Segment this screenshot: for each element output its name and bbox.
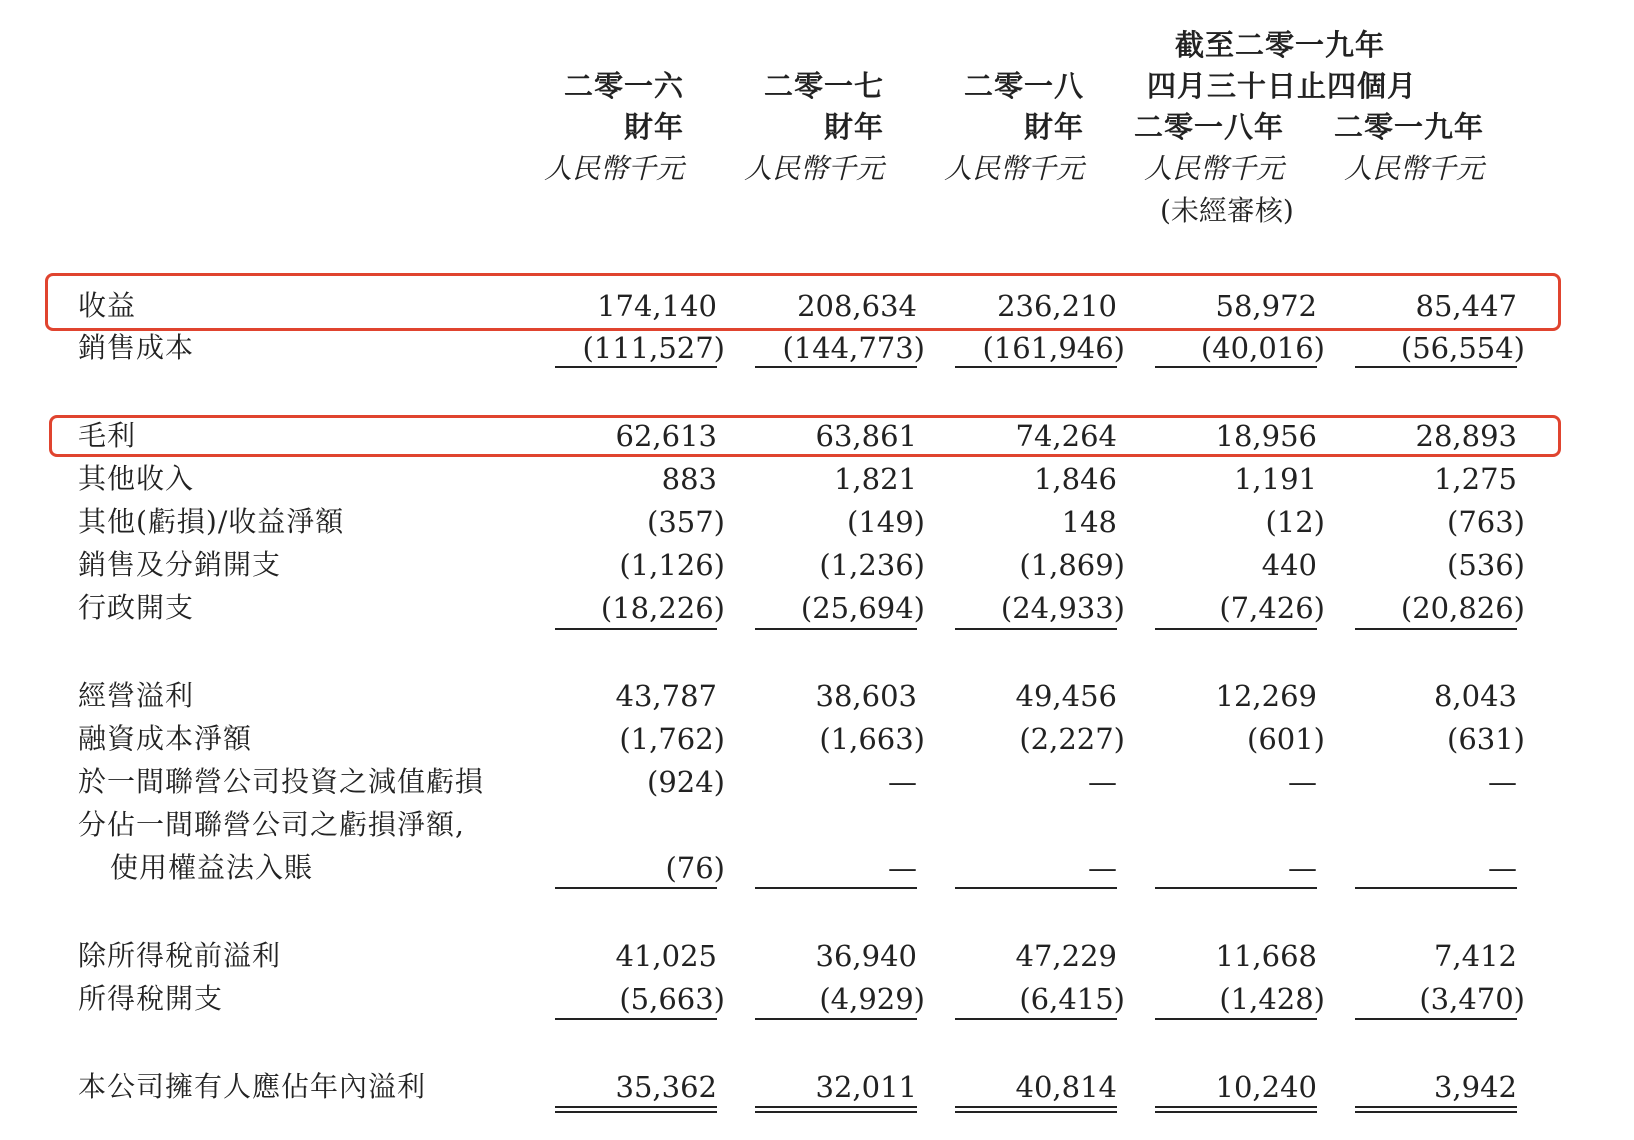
subtotal-rule — [555, 628, 717, 630]
group-title-line-2: 四月三十日止四個月 — [1147, 69, 1418, 103]
cell-value: 236,210 — [997, 289, 1117, 323]
subtotal-rule — [955, 366, 1117, 368]
cell-value: 12,269 — [1215, 679, 1317, 713]
subtotal-rule — [1155, 1018, 1317, 1020]
subtotal-rule — [555, 887, 717, 889]
subtotal-rule — [1155, 628, 1317, 630]
cell-value: 11,668 — [1215, 939, 1317, 973]
cell-value: (631) — [1447, 722, 1525, 756]
col-header-unit: 人民幣千元 — [1143, 152, 1284, 185]
subtotal-rule — [1355, 628, 1517, 630]
cell-value: (1,663) — [819, 722, 925, 756]
cell-value: (7,426) — [1219, 591, 1325, 625]
cell-value: (5,663) — [619, 982, 725, 1016]
cell-value: 1,846 — [1033, 462, 1117, 496]
cell-value: (111,527) — [582, 331, 725, 365]
cell-value: (149) — [847, 505, 925, 539]
row-label: 於一間聯營公司投資之減值虧損 — [78, 765, 485, 798]
cell-value: 440 — [1261, 548, 1317, 582]
cell-value: 85,447 — [1415, 289, 1517, 323]
row-label: 銷售及分銷開支 — [78, 548, 282, 581]
subtotal-rule — [755, 887, 917, 889]
cell-value: (1,126) — [619, 548, 725, 582]
row-label: 融資成本淨額 — [78, 722, 253, 755]
cell-value: 208,634 — [797, 289, 917, 323]
col-header-unit: 人民幣千元 — [1343, 152, 1484, 185]
cell-value: (3,470) — [1419, 982, 1525, 1016]
cell-value: 1,821 — [833, 462, 917, 496]
unaudited-note: (未經審核) — [1160, 194, 1294, 227]
row-label: 銷售成本 — [78, 331, 195, 364]
cell-value: 47,229 — [1015, 939, 1117, 973]
cell-value: 63,861 — [815, 419, 917, 453]
cell-value: (1,762) — [619, 722, 725, 756]
cell-value: (24,933) — [1000, 591, 1125, 625]
cell-value: 148 — [1061, 505, 1117, 539]
cell-value: 8,043 — [1433, 679, 1517, 713]
cell-value: 36,940 — [815, 939, 917, 973]
cell-value: (6,415) — [1019, 982, 1125, 1016]
subtotal-rule — [1355, 366, 1517, 368]
cell-value: (1,236) — [819, 548, 925, 582]
cell-value: (763) — [1447, 505, 1525, 539]
cell-value: 10,240 — [1215, 1070, 1317, 1104]
total-double-rule — [955, 1106, 1117, 1113]
cell-value: (924) — [647, 765, 725, 799]
subtotal-rule — [555, 366, 717, 368]
cell-value: — — [888, 851, 917, 885]
total-double-rule — [555, 1106, 717, 1113]
highlight-box-gross-profit — [49, 415, 1561, 457]
row-label: 其他(虧損)/收益淨額 — [78, 505, 345, 538]
total-double-rule — [1155, 1106, 1317, 1113]
cell-value: (161,946) — [982, 331, 1125, 365]
cell-value: (76) — [665, 851, 725, 885]
col-header-period: 二零一八年 — [1133, 110, 1284, 144]
cell-value: (1,869) — [1019, 548, 1125, 582]
cell-value: (144,773) — [782, 331, 925, 365]
cell-value: (601) — [1247, 722, 1325, 756]
subtotal-rule — [1355, 887, 1517, 889]
subtotal-rule — [755, 366, 917, 368]
row-label: 所得稅開支 — [78, 982, 224, 1015]
cell-value: (12) — [1265, 505, 1325, 539]
cell-value: 58,972 — [1215, 289, 1317, 323]
cell-value: (18,226) — [600, 591, 725, 625]
cell-value: — — [1288, 765, 1317, 799]
row-label: 經營溢利 — [78, 679, 195, 712]
row-label: 行政開支 — [78, 591, 195, 624]
col-header-year: 二零一六 — [563, 69, 684, 103]
col-header-period: 二零一九年 — [1333, 110, 1484, 144]
row-label: 毛利 — [78, 419, 137, 452]
subtotal-rule — [555, 1018, 717, 1020]
cell-value: (40,016) — [1200, 331, 1325, 365]
subtotal-rule — [1355, 1018, 1517, 1020]
subtotal-rule — [1155, 366, 1317, 368]
col-header-unit: 人民幣千元 — [743, 152, 884, 185]
cell-value: 38,603 — [815, 679, 917, 713]
cell-value: 32,011 — [815, 1070, 917, 1104]
cell-value: (2,227) — [1019, 722, 1125, 756]
cell-value: 49,456 — [1015, 679, 1117, 713]
total-double-rule — [755, 1106, 917, 1113]
cell-value: — — [888, 765, 917, 799]
cell-value: (536) — [1447, 548, 1525, 582]
cell-value: — — [1288, 851, 1317, 885]
cell-value: 3,942 — [1433, 1070, 1517, 1104]
cell-value: — — [1488, 851, 1517, 885]
row-label: 本公司擁有人應佔年內溢利 — [78, 1070, 427, 1103]
row-label: 使用權益法入賬 — [110, 851, 314, 884]
col-header-unit: 人民幣千元 — [943, 152, 1084, 185]
col-header-period: 財年 — [623, 110, 684, 144]
cell-value: 74,264 — [1015, 419, 1117, 453]
cell-value: (4,929) — [819, 982, 925, 1016]
cell-value: — — [1088, 851, 1117, 885]
cell-value: (1,428) — [1219, 982, 1325, 1016]
cell-value: 883 — [661, 462, 717, 496]
cell-value: 35,362 — [615, 1070, 717, 1104]
row-label: 分佔一間聯營公司之虧損淨額, — [78, 808, 465, 841]
col-header-period: 財年 — [1023, 110, 1084, 144]
cell-value: 62,613 — [615, 419, 717, 453]
cell-value: 40,814 — [1015, 1070, 1117, 1104]
total-double-rule — [1355, 1106, 1517, 1113]
cell-value: (357) — [647, 505, 725, 539]
cell-value: 28,893 — [1415, 419, 1517, 453]
row-label: 收益 — [78, 289, 137, 322]
cell-value: 174,140 — [597, 289, 717, 323]
cell-value: (25,694) — [800, 591, 925, 625]
col-header-unit: 人民幣千元 — [543, 152, 684, 185]
subtotal-rule — [755, 1018, 917, 1020]
subtotal-rule — [955, 628, 1117, 630]
subtotal-rule — [955, 1018, 1117, 1020]
col-header-period: 財年 — [823, 110, 884, 144]
cell-value: — — [1488, 765, 1517, 799]
subtotal-rule — [755, 628, 917, 630]
subtotal-rule — [955, 887, 1117, 889]
group-title-line-1: 截至二零一九年 — [1175, 28, 1386, 62]
col-header-year: 二零一七 — [763, 69, 884, 103]
col-header-year: 二零一八 — [963, 69, 1084, 103]
cell-value: (56,554) — [1400, 331, 1525, 365]
cell-value: (20,826) — [1400, 591, 1525, 625]
cell-value: 18,956 — [1215, 419, 1317, 453]
row-label: 其他收入 — [78, 462, 195, 495]
cell-value: 43,787 — [615, 679, 717, 713]
row-label: 除所得稅前溢利 — [78, 939, 282, 972]
cell-value: 1,275 — [1433, 462, 1517, 496]
cell-value: 1,191 — [1233, 462, 1317, 496]
cell-value: 7,412 — [1433, 939, 1517, 973]
cell-value: 41,025 — [615, 939, 717, 973]
subtotal-rule — [1155, 887, 1317, 889]
cell-value: — — [1088, 765, 1117, 799]
